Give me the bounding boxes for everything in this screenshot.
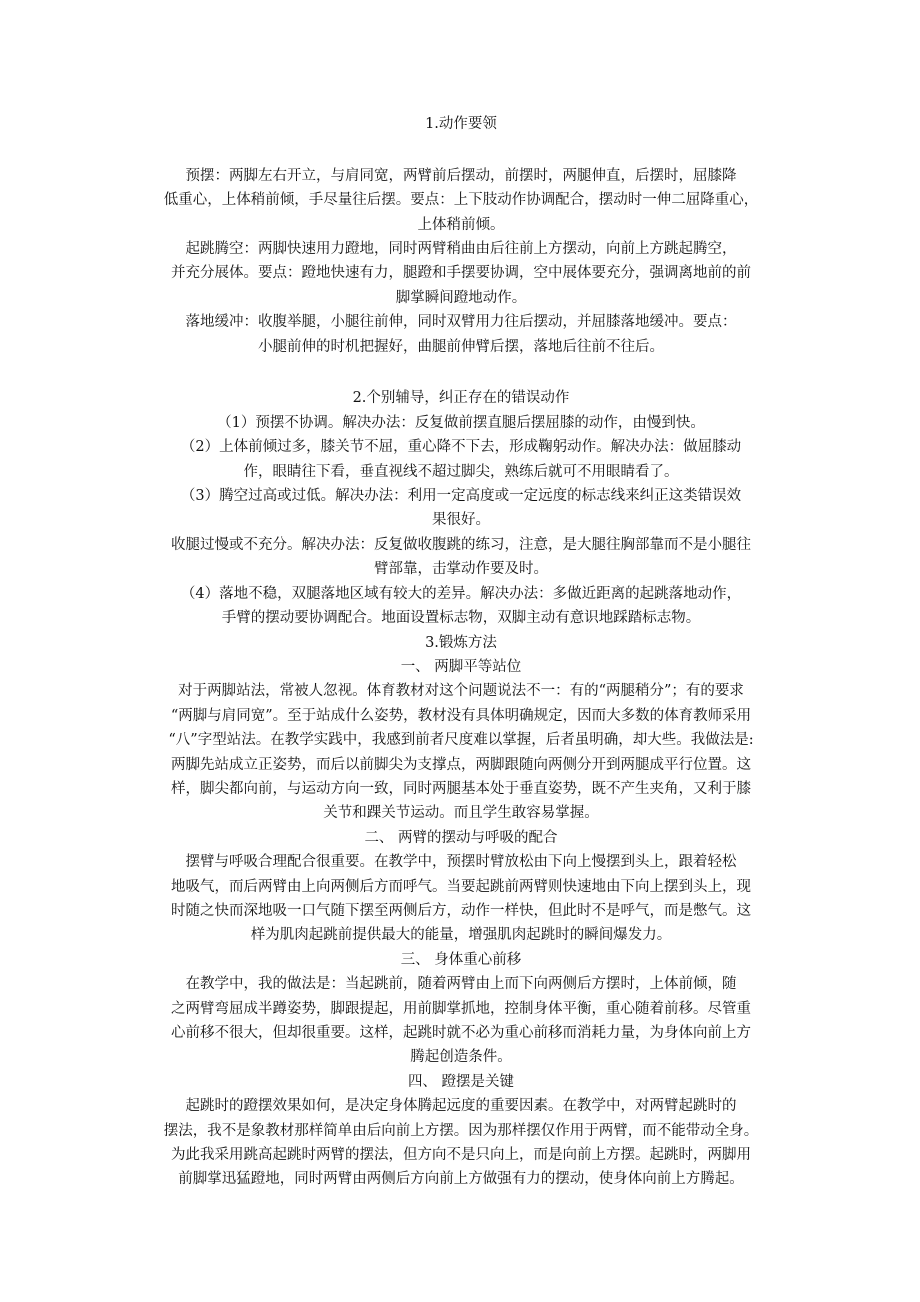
text-line: 摆臂与呼吸合理配合很重要。在教学中，预摆时臂放松由下向上慢摆到头上，跟着轻松	[185, 854, 737, 871]
para-landing	[136, 310, 786, 359]
text-line: 对于两脚站法，常被人忽视。体育教材对这个问题说法不一：有的“两腿稍分”；有的要求	[178, 683, 744, 700]
text-line: “八”字型站法。在教学实践中，我感到前者尺度难以掌握，后者虽明确，却大些。我做法是:	[168, 732, 754, 749]
text-line: 小腿前伸的时机把握好，曲腿前伸臂后摆，落地后往前不往后。	[258, 338, 664, 355]
text-line: （4）落地不稳，双腿落地区域有较大的差异。解决办法：多做近距离的起跳落地动作，	[180, 585, 742, 602]
text-line: （2）上体前倾过多，膝关节不屈，重心降不下去，形成鞠躬动作。解决办法：做屈膝动	[180, 439, 742, 456]
text-line: 摆法，我不是象教材那样简单由后向前上方摆。因为那样摆仅作用于两臂，而不能带动全身。	[163, 1122, 759, 1139]
para-prep-swing	[136, 164, 786, 237]
text-line: “两脚与肩同宽”。至于站成什么姿势，教材没有具体明确规定，因而大多数的体育教师采用	[170, 707, 752, 724]
para-push-swing	[136, 1094, 786, 1192]
text-line: 果很好。	[432, 512, 490, 529]
text-line: 起跳时的蹬摆效果如何，是决定身体腾起远度的重要因素。在教学中，对两臂起跳时的	[185, 1098, 737, 1115]
text-line: 样为肌肉起跳前提供最大的能量，增强肌肉起跳时的瞬间爆发力。	[250, 927, 672, 944]
text-line: （1）预摆不协调。解决办法：反复做前摆直腿后摆屈膝的动作，由慢到快。	[217, 414, 705, 431]
text-line: （3）腾空过高或过低。解决办法：利用一定高度或一定远度的标志线来纠正这类错误效	[180, 488, 742, 505]
para-arm-breathing	[136, 850, 786, 948]
text-line: 心前移不很大，但却很重要。这样，起跳时就不必为重心前移而消耗力量，为身体向前上方	[171, 1025, 751, 1041]
subheading-push-swing: 四、 蹬摆是关键	[407, 1073, 515, 1090]
text-line: 并充分展体。要点：蹬地快速有力，腿蹬和手摆要协调，空中展体要充分，强调离地前的前	[171, 265, 751, 282]
text-line: 预摆：两脚左右开立，与肩同宽，两臂前后摆动，前摆时，两腿伸直，后摆时，屈膝降	[185, 167, 737, 184]
text-line: 两脚先站成立正姿势，而后以前脚尖为支撑点，两脚跟随向两侧分开到两腿成平行位置。这	[171, 756, 751, 773]
para-center-of-gravity	[136, 972, 786, 1070]
spacer	[136, 136, 786, 160]
subheading-center-of-gravity: 三、 身体重心前移	[400, 951, 522, 968]
text-line: 手臂的摆动要协调配合。地面设置标志物，双脚主动有意识地踩踏标志物。	[221, 610, 701, 627]
text-line: 前脚掌迅猛蹬地，同时两臂由两侧后方向前上方做强有力的摆动，使身体向前上方腾起。	[178, 1171, 744, 1188]
section2-title: 2.个别辅导，纠正存在的错误动作	[352, 390, 570, 407]
text-line: 上体稍前倾。	[417, 216, 505, 233]
text-line: 关节和踝关节运动。而且学生敢容易掌握。	[323, 805, 599, 822]
para-note	[136, 533, 786, 582]
para-item1	[136, 411, 786, 435]
text-line: 在教学中，我的做法是：当起跳前，随着两臂由上而下向两侧后方摆时，上体前倾，随	[185, 976, 737, 993]
spacer	[136, 359, 786, 383]
para-takeoff	[136, 237, 786, 310]
text-line: 落地缓冲：收腹举腿，小腿往前伸，同时双臂用力往后摆动，并屈膝落地缓冲。要点：	[185, 314, 737, 331]
subheading-foot-position: 一、 两脚平等站位	[400, 658, 522, 675]
text-line: 地吸气，而后两臂由上向两侧后方而呼气。当要起跳前两臂则快速地由下向上摆到头上，现	[171, 878, 751, 895]
text-line: 样，脚尖都向前，与运动方向一致，同时两腿基本处于垂直姿势，既不产生夹角，又利于膝	[171, 780, 751, 797]
subheading-arm-breathing: 二、 两臂的摆动与呼吸的配合	[364, 829, 558, 846]
text-line: 作，眼睛往下看，垂直视线不超过脚尖，熟练后就可不用眼睛看了。	[243, 463, 679, 480]
section3-title: 3.锻炼方法	[425, 634, 497, 651]
text-line: 臂部靠，击掌动作要及时。	[374, 561, 548, 578]
text-line: 起跳腾空：两脚快速用力蹬地，同时两臂稍曲由后往前上方摆动，向前上方跳起腾空，	[185, 241, 737, 258]
text-line: 时随之快而深地吸一口气随下摆至两侧后方，动作一样快，但此时不是呼气，而是憋气。这	[171, 902, 751, 919]
text-line: 收腿过慢或不充分。解决办法：反复做收腹跳的练习，注意，是大腿往胸部靠而不是小腿往	[171, 536, 751, 553]
para-item3	[136, 484, 786, 533]
text-line: 腾起创造条件。	[410, 1049, 512, 1066]
text-line: 低重心，上体稍前倾，手尽量往后摆。要点：上下肢动作协调配合，摆动时一伸二屈降重心，	[163, 192, 759, 209]
section1-title: 1.动作要领	[425, 116, 497, 132]
para-item4	[136, 582, 786, 631]
text-line: 为此我采用跳高起跳时两臂的摆法，但方向不是只向上，而是向前上方摆。起跳时，两脚用	[171, 1147, 751, 1164]
text-line: 脚掌瞬间蹬地动作。	[395, 289, 527, 306]
para-foot-position	[136, 679, 786, 825]
para-item2	[136, 435, 786, 484]
document-page	[136, 112, 786, 1192]
text-line: 之两臂弯屈成半蹲姿势，脚跟提起，用前脚掌抓地，控制身体平衡，重心随着前移。尽管重	[171, 1000, 751, 1017]
